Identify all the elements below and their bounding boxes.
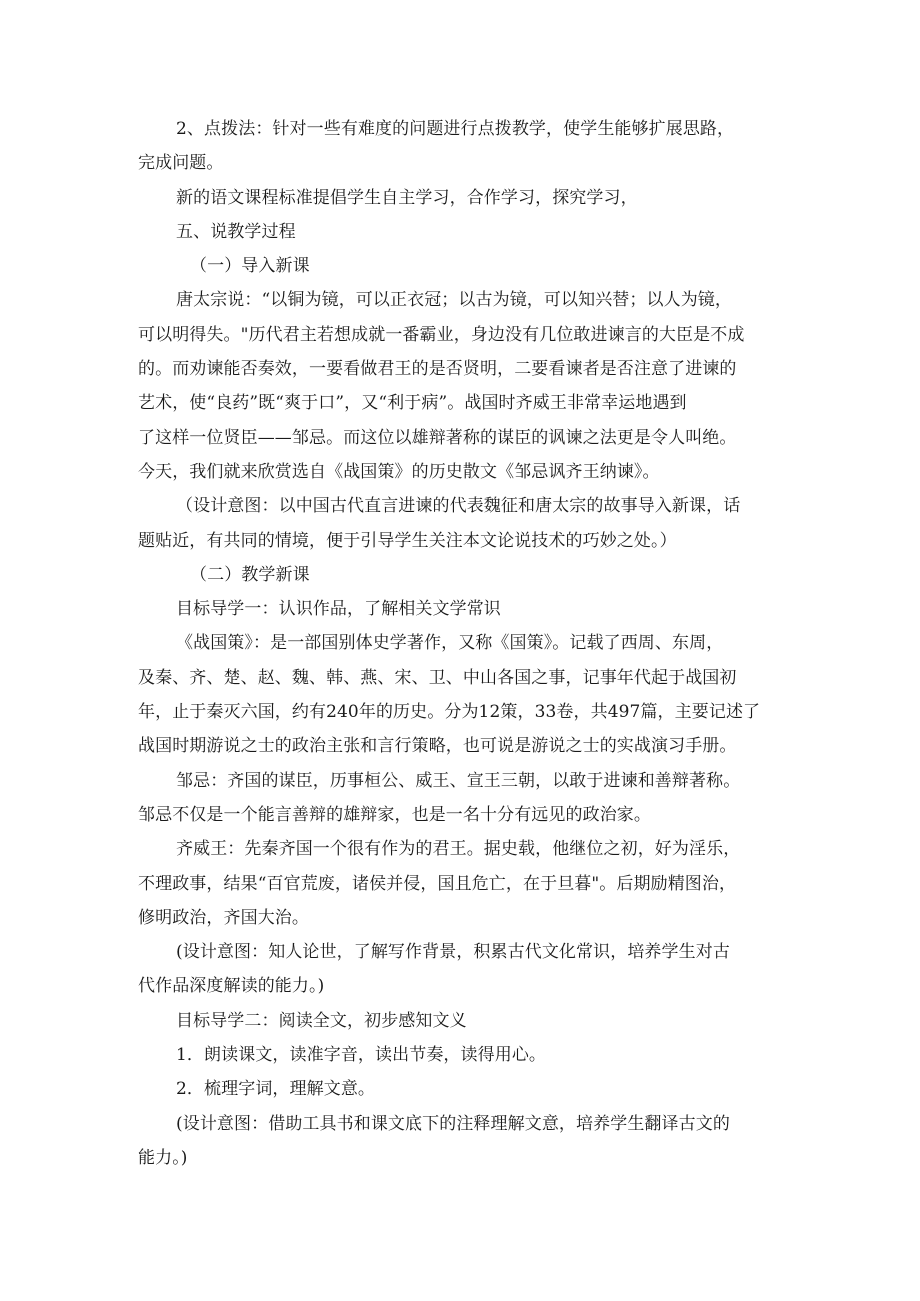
text-line: 邹忌不仅是一个能言善辩的雄辩家，也是一名十分有远见的政治家。: [138, 804, 651, 825]
text-line: 今天，我们就来欣赏选自《战国策》的历史散文《邹忌讽齐王纳谏》。: [138, 461, 660, 482]
document-body: [138, 112, 798, 1175]
text-line: (设计意图：知人论世，了解写作背景，积累古代文化常识，培养学生对古: [176, 942, 730, 963]
text-line: （设计意图：以中国古代直言进谏的代表魏征和唐太宗的故事导入新课，话: [176, 496, 741, 517]
text-line: 2、点拨法：针对一些有难度的问题进行点拨教学，使学生能够扩展思路，: [176, 119, 735, 139]
text-line: 1．朗读课文，读准字音，读出节奏，读得用心。: [176, 1045, 547, 1066]
text-line: 年，止于秦灭六国，约有240年的历史。分为12策，33卷，共497篇，主要记述了: [138, 702, 761, 723]
text-line: 能力。): [138, 1147, 188, 1168]
text-line: 题贴近，有共同的情境，便于引导学生关注本文论说技术的巧妙之处。）: [138, 530, 677, 551]
text-line: 修明政治，齐国大治。: [138, 907, 309, 928]
text-line: 艺术，使“良药”既“爽于口”，又“利于病”。战国时齐威王非常幸运地遇到: [138, 393, 687, 414]
text-line: 新的语文课程标准提倡学生自主学习，合作学习，探究学习，: [176, 187, 638, 208]
text-line: 代作品深度解读的能力。): [138, 976, 325, 997]
text-line: 了这样一位贤臣——邹忌。而这位以雄辩著称的谋臣的讽谏之法更是令人叫绝。: [138, 427, 737, 448]
text-line: 的。而劝谏能否奏效，一要看做君王的是否贤明，二要看谏者是否注意了进谏的: [138, 359, 737, 380]
text-line: 完成问题。: [138, 153, 224, 174]
text-line: 《战国策》：是一部国别体史学著作，又称《国策》。记载了西周、东周，: [176, 633, 724, 654]
text-line: 目标导学二：阅读全文，初步感知文义: [176, 1010, 467, 1031]
text-line: (设计意图：借助工具书和课文底下的注释理解文意，培养学生翻译古文的: [176, 1113, 730, 1134]
text-line: 唐太宗说：“以铜为镜，可以正衣冠；以古为镜，可以知兴替；以人为镜，: [176, 290, 732, 311]
text-line: 不理政事，结果“百官荒废，诸侯并侵，国且危亡，在于旦暮"。后期励精图治，: [138, 873, 737, 894]
text-line: 2．梳理字词，理解文意。: [176, 1079, 376, 1100]
text-line: （二）教学新课: [190, 564, 310, 585]
text-line: 及秦、齐、楚、赵、魏、韩、燕、宋、卫、中山各国之事，记事年代起于战国初: [138, 667, 737, 688]
text-line: 目标导学一：认识作品，了解相关文学常识: [176, 599, 501, 620]
text-line: 战国时期游说之士的政治主张和言行策略，也可说是游说之士的实战演习手册。: [138, 736, 737, 757]
text-line: 齐威王：先秦齐国一个很有作为的君王。据史载，他继位之初，好为淫乐，: [176, 839, 741, 860]
text-line: 邹忌：齐国的谋臣，历事桓公、威王、宣王三朝，以敢于进谏和善辩著称。: [176, 770, 741, 791]
text-line: 可以明得失。"历代君主若想成就一番霸业，身边没有几位敢进谏言的大臣是不成: [138, 324, 745, 345]
text-line: 五、说教学过程: [176, 221, 296, 242]
text-line: （一）导入新课: [190, 256, 310, 277]
